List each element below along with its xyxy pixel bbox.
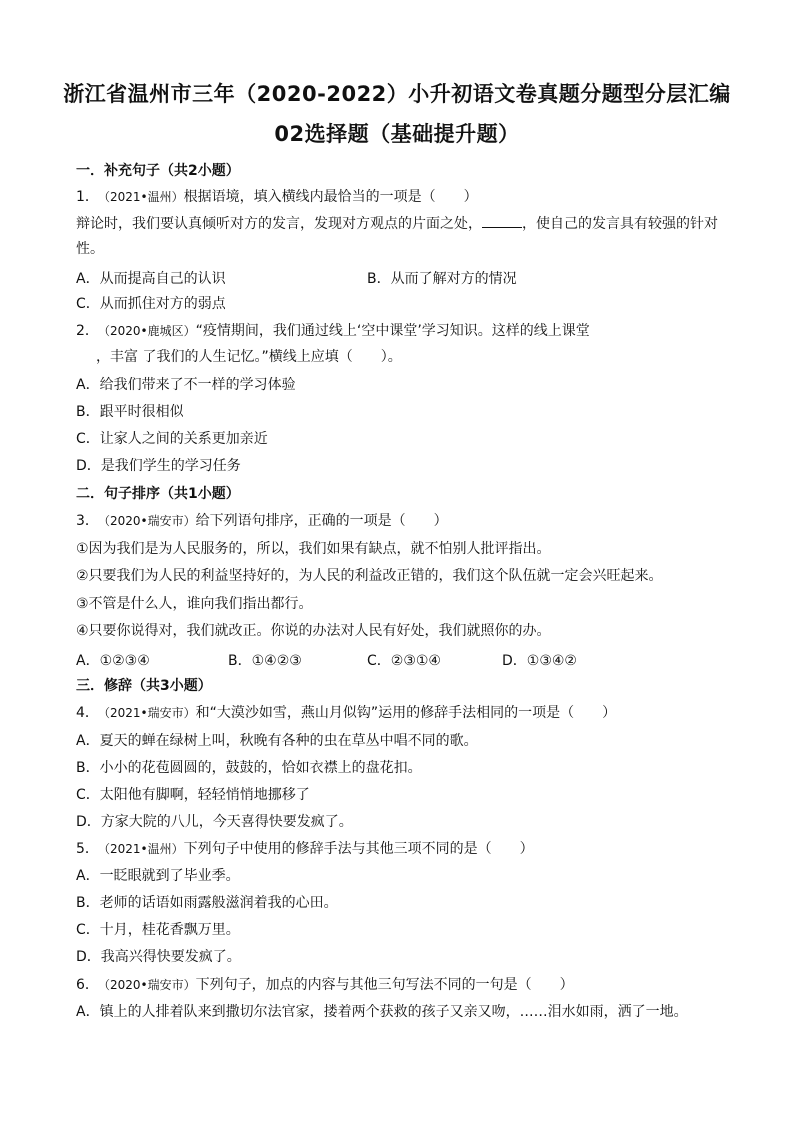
sentence-1: ①因为我们是为人民服务的，所以，我们如果有缺点，就不怕别人批评指出。 xyxy=(76,541,551,557)
question-text: “疫情期间，我们通过线上‘空中课堂’学习知识。这样的线上课堂 xyxy=(195,323,590,339)
option-b: B．①④②③ xyxy=(228,653,302,669)
option-b: B．老师的话语如雨露般滋润着我的心田。 xyxy=(76,895,338,911)
question-number: 5． xyxy=(76,841,99,857)
option-b: B．跟平时很相似 xyxy=(76,404,184,420)
body-text: 辩论时，我们要认真倾听对方的发言，发现对方观点的片面之处， xyxy=(76,216,482,232)
body-text: ，使自己的发言具有较强的针对 xyxy=(522,216,718,232)
section-heading-3: 三．修辞（共3小题） xyxy=(76,678,212,694)
fill-blank xyxy=(482,214,522,228)
question-source: （2021•温州） xyxy=(98,842,184,856)
option-a: A．一眨眼就到了毕业季。 xyxy=(76,868,240,884)
question-text: 和“大漠沙如雪，燕山月似钩”运用的修辞手法相同的一项是（ ） xyxy=(195,705,617,721)
question-text: 下列句子中使用的修辞手法与其他三项不同的是（ ） xyxy=(183,841,534,857)
question-number: 3． xyxy=(76,513,99,529)
question-number: 4． xyxy=(76,705,99,721)
question-6-stem xyxy=(76,976,574,994)
question-text: 给下列语句排序，正确的一项是（ ） xyxy=(195,513,448,529)
question-1-body xyxy=(76,214,718,233)
question-1-body-cont: 性。 xyxy=(76,241,104,257)
question-number: 1． xyxy=(76,189,99,205)
option-a: A．镇上的人排着队来到撒切尔法官家，搂着两个获救的孩子又亲又吻，……泪水如雨，洒了一地。 xyxy=(76,1004,688,1020)
sentence-2: ②只要我们为人民的利益坚持好的，为人民的利益改正错的，我们这个队伍就一定会兴旺起来。 xyxy=(76,568,663,584)
fill-blank xyxy=(84,348,96,361)
option-d: D．是我们学生的学习任务 xyxy=(76,458,241,474)
question-source: （2020•瑞安市） xyxy=(98,514,196,528)
option-c: C．太阳他有脚啊，轻轻悄悄地挪移了 xyxy=(76,787,310,803)
sentence-3: ③不管是什么人，谁向我们指出都行。 xyxy=(76,596,313,612)
option-a: A．夏天的蝉在绿树上叫，秋晚有各种的虫在草丛中唱不同的歌。 xyxy=(76,733,478,749)
question-5-stem xyxy=(76,840,534,858)
page-title: 浙江省温州市三年（2020-2022）小升初语文卷真题分题型分层汇编 xyxy=(63,82,731,106)
question-text: 下列句子，加点的内容与其他三句写法不同的一句是（ ） xyxy=(195,977,574,993)
page-subtitle: 02选择题（基础提升题） xyxy=(274,122,520,146)
question-2-stem xyxy=(76,322,590,340)
sentence-4: ④只要你说得对，我们就改正。你说的办法对人民有好处，我们就照你的办。 xyxy=(76,623,551,639)
section-heading-1: 一．补充句子（共2小题） xyxy=(76,163,240,179)
question-text: 根据语境，填入横线内最恰当的一项是（ ） xyxy=(183,189,478,205)
option-a: A．给我们带来了不一样的学习体验 xyxy=(76,377,296,393)
option-d: D．①③④② xyxy=(502,653,577,669)
question-source: （2020•鹿城区） xyxy=(98,324,196,338)
question-2-stem-cont xyxy=(84,348,402,366)
question-1-stem xyxy=(76,188,478,206)
option-b: B．从而了解对方的情况 xyxy=(367,271,517,287)
option-c: C．从而抓住对方的弱点 xyxy=(76,296,226,312)
section-heading-2: 二．句子排序（共1小题） xyxy=(76,486,240,502)
question-text: ，丰富 了我们的人生记忆。”横线上应填（ ）。 xyxy=(96,349,402,365)
option-c: C．十月，桂花香飘万里。 xyxy=(76,922,240,938)
question-number: 2． xyxy=(76,323,99,339)
option-c: C．②③①④ xyxy=(367,653,441,669)
option-d: D．方家大院的八儿，今天喜得快要发疯了。 xyxy=(76,814,353,830)
option-a: A．①②③④ xyxy=(76,653,150,669)
question-3-stem xyxy=(76,512,448,530)
option-a: A．从而提高自己的认识 xyxy=(76,271,226,287)
option-d: D．我高兴得快要发疯了。 xyxy=(76,949,241,965)
question-source: （2021•温州） xyxy=(98,190,184,204)
option-b: B．小小的花苞圆圆的，鼓鼓的，恰如衣襟上的盘花扣。 xyxy=(76,760,422,776)
question-4-stem xyxy=(76,704,616,722)
question-source: （2021•瑞安市） xyxy=(98,706,196,720)
option-c: C．让家人之间的关系更加亲近 xyxy=(76,431,268,447)
question-source: （2020•瑞安市） xyxy=(98,978,196,992)
question-number: 6． xyxy=(76,977,99,993)
